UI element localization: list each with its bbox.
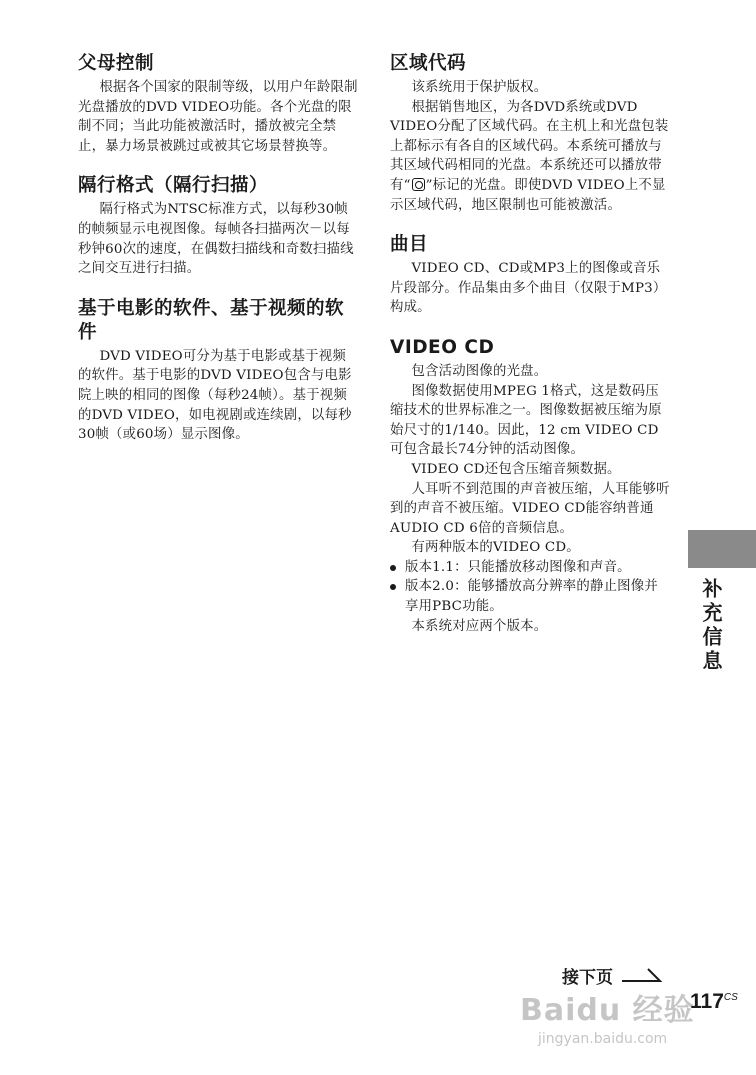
- section-text: 人耳听不到范围的声音被压缩，人耳能够听到的声音不被压缩。VIDEO CD能容纳普通AUDIO CD 6倍的音频信息。: [390, 481, 670, 536]
- bullet-icon: [390, 584, 396, 590]
- section-title: 父母控制: [78, 53, 155, 74]
- page-number-suffix: CS: [723, 992, 738, 1003]
- section-region-code: [390, 52, 670, 215]
- list-item: [390, 558, 670, 578]
- page-number-value: 117: [690, 990, 724, 1013]
- side-tab-marker: [688, 530, 756, 568]
- section-text-with-logo: [390, 98, 670, 216]
- section-text: 有两种版本的VIDEO CD。: [411, 540, 580, 556]
- side-tab-label: 补充信息: [699, 578, 723, 674]
- section-film-video-software: [78, 297, 358, 445]
- watermark: [520, 985, 695, 1047]
- watermark-url: jingyan.baidu.com: [538, 1031, 668, 1047]
- section-text: 图像数据使用MPEG 1格式，这是数码压缩技术的世界标准之一。图像数据被压缩为原始尺寸的1/140。因此，12 cm VIDEO CD可包含最长74分钟的活动图像。: [390, 383, 662, 458]
- section-parental-control: [78, 52, 358, 156]
- section-title: 曲目: [390, 234, 429, 256]
- section-title: 区域代码: [390, 53, 467, 74]
- bullet-icon: [390, 565, 396, 571]
- right-column: [390, 52, 670, 654]
- list-item: [390, 577, 670, 616]
- section-title: 隔行格式（隔行扫描）: [78, 175, 269, 197]
- section-text: 该系统用于保护版权。: [411, 80, 548, 95]
- text-before-logo: 根据销售地区，为各DVD系统或DVD VIDEO分配了区域代码。在主机上和光盘包装上都标示有各自的区域代码。本系统可播放与其区域代码相同的光盘。本系统还可以播放带有“: [390, 99, 669, 193]
- list-item-text: 版本2.0：能够播放高分辨率的静止图像并享用PBC功能。: [405, 579, 658, 615]
- text-after-logo: ”标记的光盘。即使DVD VIDEO上不显示区域代码，地区限制也可能被激活。: [390, 177, 666, 213]
- watermark-logo-text: Baidu 经验: [520, 993, 695, 1028]
- section-text: 本系统对应两个版本。: [411, 618, 548, 634]
- page-number: [690, 990, 738, 1014]
- section-track: [390, 233, 670, 318]
- section-text: DVD VIDEO可分为基于电影或基于视频的软件。基于电影的DVD VIDEO包含与电影院上映的相同的图像（每秒24帧）。基于视频的DVD VIDEO，如电视剧或连续剧，以每秒30帧（或60场）显示图像。: [78, 348, 352, 443]
- region-all-logo-icon: [412, 178, 425, 191]
- section-interlace: [78, 174, 358, 278]
- continue-arrow-icon: [620, 962, 668, 986]
- section-text: 根据各个国家的限制等级，以用户年龄限制光盘播放的DVD VIDEO功能。各个光盘的限制不同；当此功能被激活时，播放被完全禁止，暴力场景被跳过或被其它场景替换等。: [78, 80, 358, 154]
- section-video-cd: [390, 336, 670, 636]
- section-text: VIDEO CD、CD或MP3上的图像或音乐片段部分。作品集由多个曲目（仅限于MP3）构成。: [390, 261, 667, 316]
- section-text: 隔行格式为NTSC标准方式，以每秒30帧的帧频显示电视图像。每帧各扫描两次－以每秒钟60次的速度，在偶数扫描线和奇数扫描线之间交互进行扫描。: [78, 202, 354, 277]
- section-text: VIDEO CD还包含压缩音频数据。: [411, 461, 621, 477]
- section-title: VIDEO CD: [390, 336, 495, 358]
- list-item-text: 版本1.1：只能播放移动图像和声音。: [405, 559, 631, 575]
- section-title: 基于电影的软件、基于视频的软件: [78, 297, 345, 343]
- continue-label: 接下页: [562, 968, 613, 988]
- left-column: [78, 52, 358, 463]
- section-text: 包含活动图像的光盘。: [411, 363, 548, 379]
- version-list: [390, 558, 670, 617]
